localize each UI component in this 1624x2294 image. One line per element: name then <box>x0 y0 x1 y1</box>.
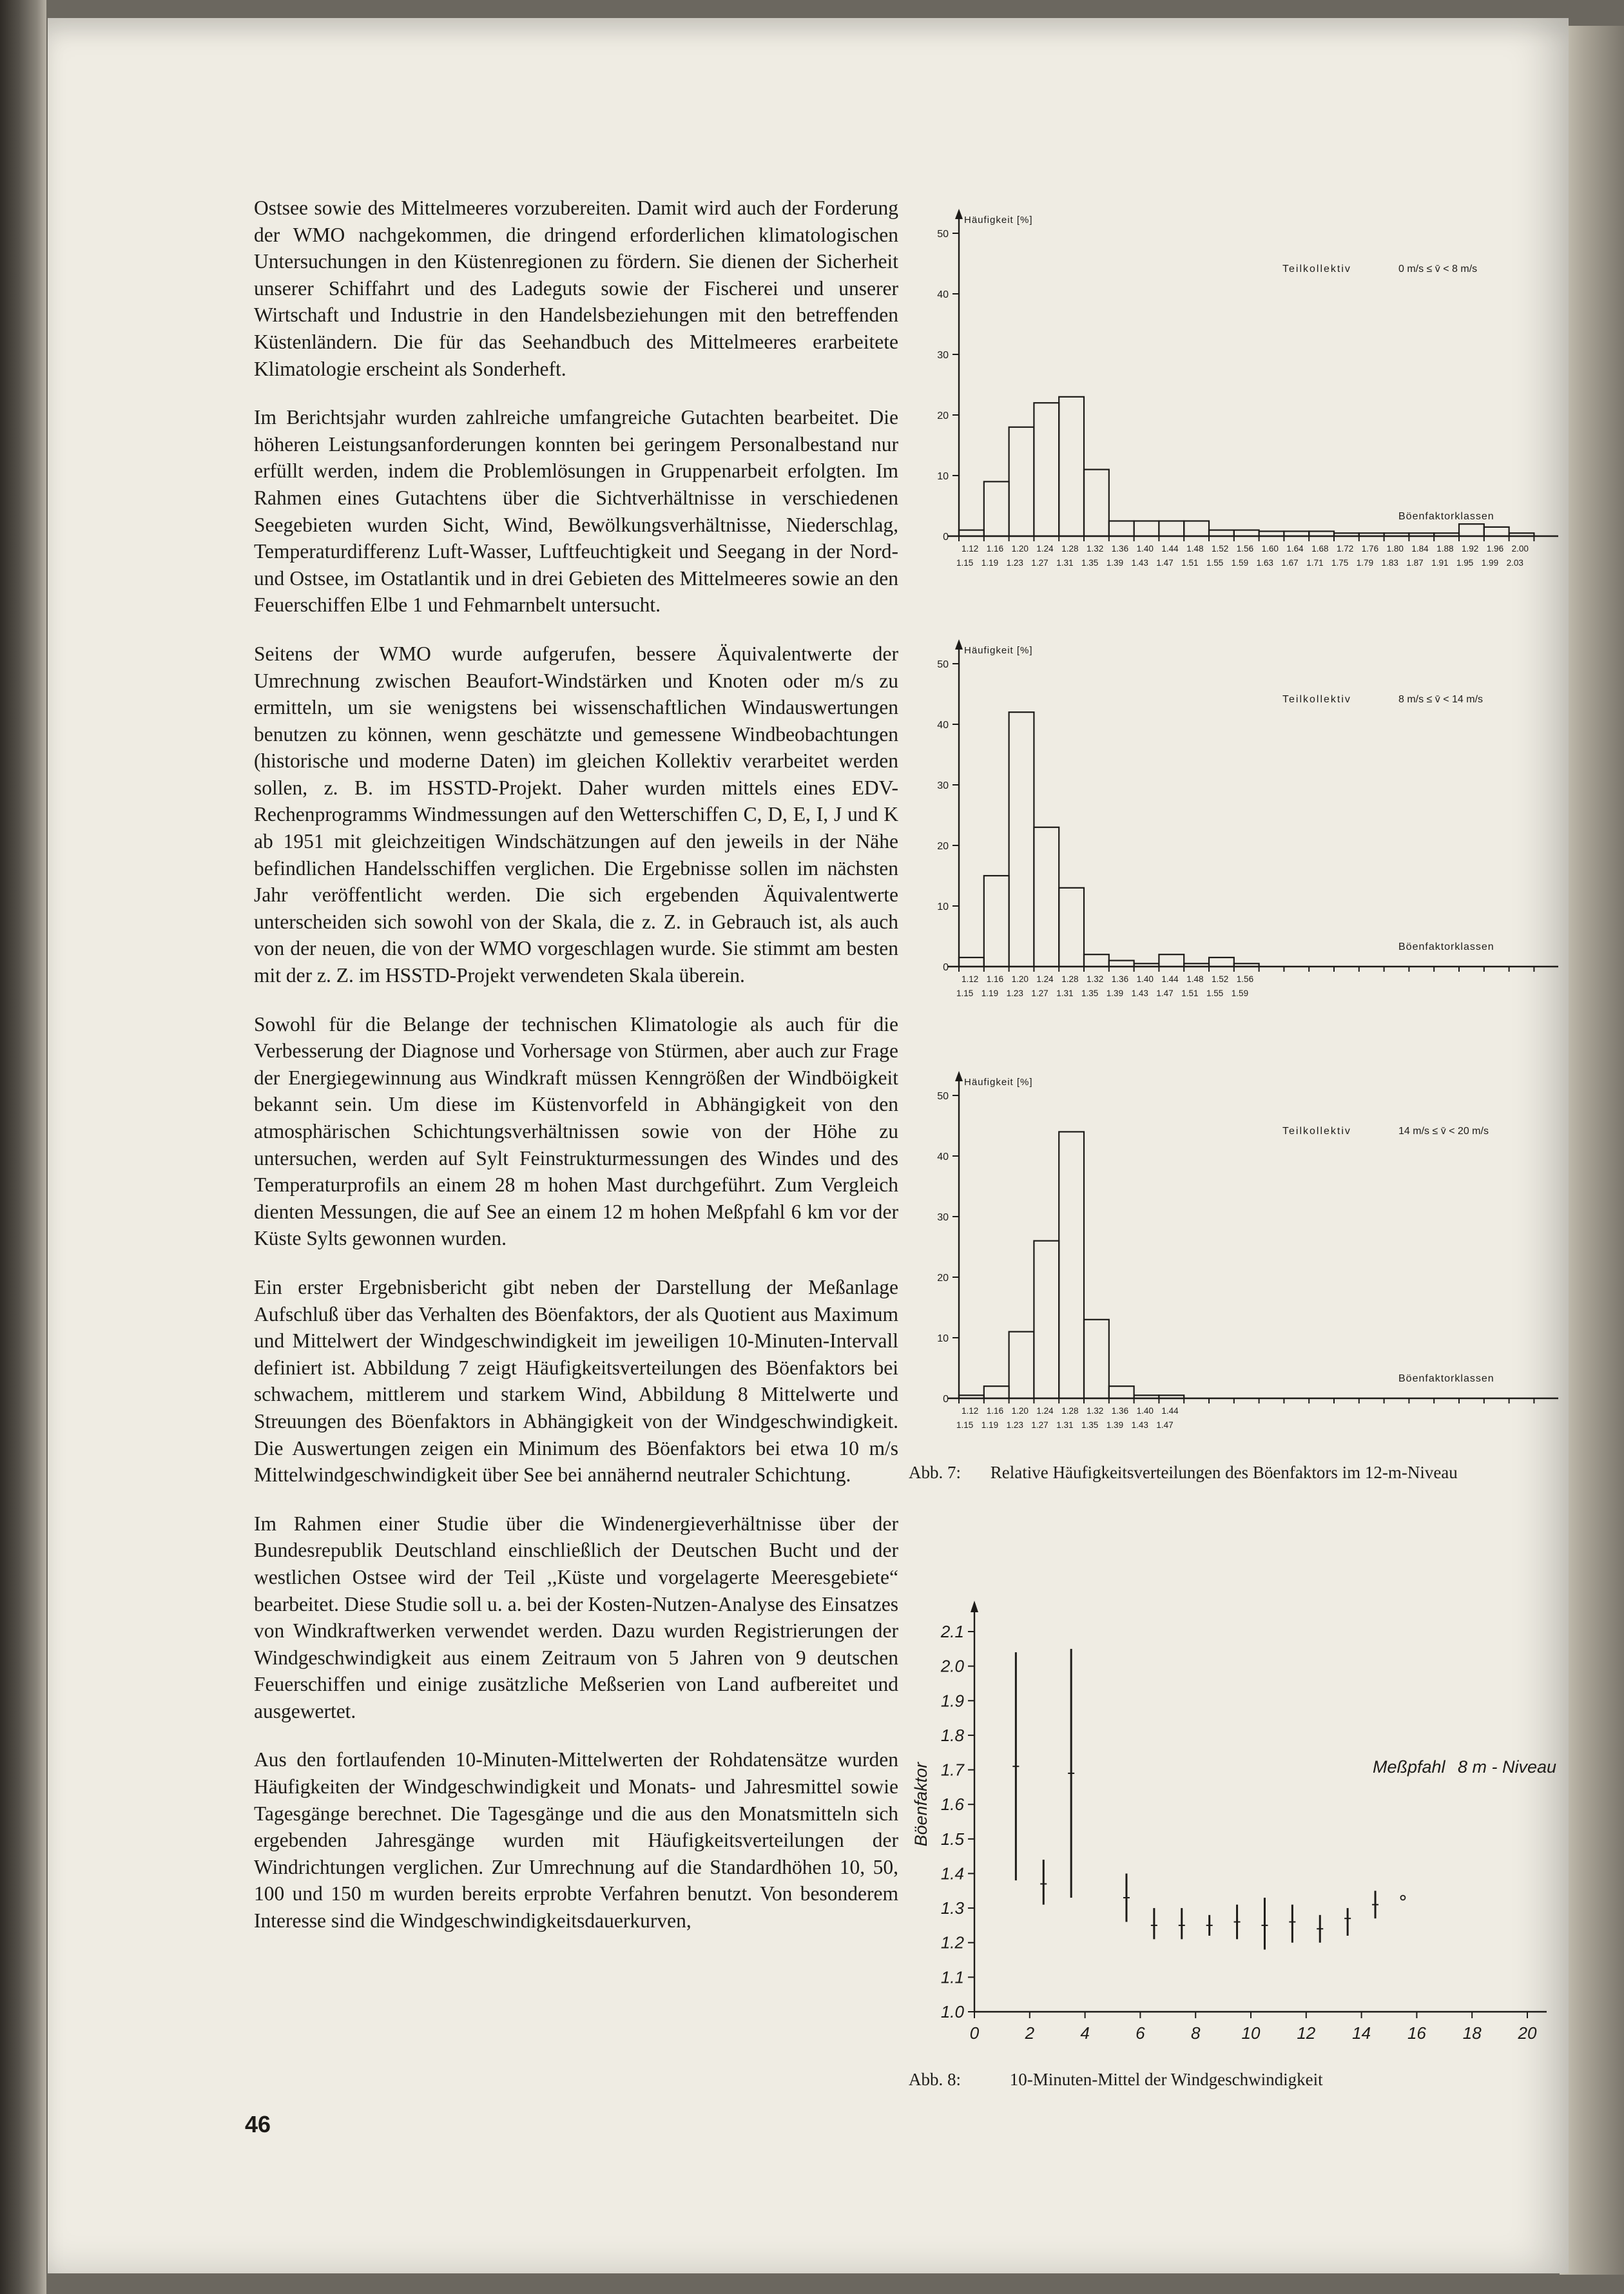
y-tick-label: 1.7 <box>940 1760 964 1780</box>
class-lower-label: 1.39 <box>1106 1420 1124 1430</box>
histogram-bar <box>1159 1395 1184 1398</box>
figure-8-caption <box>909 2068 1527 2091</box>
y-tick-label: 40 <box>937 289 949 300</box>
histogram-bar <box>984 481 1009 536</box>
y-tick-label: 50 <box>937 659 949 670</box>
class-lower-label: 1.55 <box>1206 988 1224 998</box>
histogram-bar <box>1134 1395 1159 1398</box>
x-tick-label: 10 <box>1241 2023 1261 2043</box>
class-lower-label: 1.15 <box>956 1420 974 1430</box>
class-lower-label: 1.47 <box>1156 558 1174 568</box>
class-lower-label: 1.27 <box>1031 558 1049 568</box>
histogram-strong-wind <box>902 1068 1572 1455</box>
histogram-bar <box>959 1395 984 1398</box>
y-tick-label: 1.9 <box>940 1691 964 1711</box>
class-upper-label: 1.72 <box>1337 544 1354 554</box>
boenfaktor-scatter <box>902 1592 1572 2056</box>
histogram-bar <box>1359 533 1384 536</box>
class-lower-label: 1.83 <box>1381 558 1398 568</box>
y-tick-label: 40 <box>937 1152 949 1162</box>
y-tick-label: 10 <box>937 471 949 482</box>
histogram-bar <box>1084 470 1109 536</box>
histogram-bar <box>1109 961 1134 967</box>
class-lower-label: 1.43 <box>1131 988 1148 998</box>
class-upper-label: 1.36 <box>1111 974 1129 984</box>
class-upper-label: 1.44 <box>1161 1406 1179 1416</box>
figure-8-caption-text: 10-Minuten-Mittel der Windgeschwindigkeit <box>1009 2070 1323 2089</box>
x-axis-label: Böenfaktorklassen <box>1398 941 1494 952</box>
paragraph: Aus den fortlaufenden 10-Minuten-Mittelwerten der Rohdatensätze wurden Häufigkeiten der Windgeschwindigkeit und Monats- und Jahresmittel sowie Tagesgänge berechnet. Die Tagesgänge und die aus den Monatsmitteln sich ergebenden Jahresgänge wurden mit Häufigkeitsverteilungen der Windrichtungen verglichen. Zur Umrechnung auf die Standardhöhen 10, 50, 100 und 150 m wurden bereits erprobte Verfahren benutzt. Von besonderem Interesse sind die Windgeschwindigkeitsdauerkurven, <box>254 1748 898 1933</box>
class-upper-label: 1.40 <box>1136 544 1154 554</box>
class-lower-label: 1.51 <box>1181 988 1199 998</box>
histogram-bar <box>1059 1132 1084 1398</box>
figure-7-caption-text: Relative Häufigkeitsverteilungen des Böenfaktors im 12-m-Niveau <box>990 1463 1458 1482</box>
y-axis-label: Häufigkeit [%] <box>964 1077 1033 1088</box>
class-lower-label: 1.47 <box>1156 1420 1174 1430</box>
histogram-bar <box>1384 533 1409 536</box>
paragraph: Im Berichtsjahr wurden zahlreiche umfangreiche Gutachten bearbeitet. Die höheren Leistungsanforderungen konnten bei geringem Personalbestand nur erfüllt werden, indem die Problemlösungen in Gruppenarbeit erfolgten. Im Rahmen eines Gutachtens über die Sichtverhältnisse in verschiedenen Seegebieten wurden Sicht, Wind, Bewölkungsverhältnisse, Niederschlag, Temperaturdifferenz Luft-Wasser, Luftfeuchtigkeit und Seegang in der Nord- und Ostsee, im Ostatlantik und in drei Gebieten des Mittelmeeres sowie an den Feuerschiffen Elbe 1 und Fehmarnbelt untersucht. <box>254 406 898 617</box>
x-axis-label: Böenfaktorklassen <box>1398 1373 1494 1384</box>
class-upper-label: 1.68 <box>1311 544 1329 554</box>
histogram-bar <box>1084 954 1109 967</box>
histogram-bar <box>1334 533 1359 536</box>
histogram-bar <box>1059 888 1084 967</box>
x-tick-label: 12 <box>1297 2023 1316 2043</box>
class-upper-label: 1.44 <box>1161 544 1179 554</box>
x-tick-label: 20 <box>1518 2023 1537 2043</box>
class-lower-label: 1.35 <box>1081 558 1099 568</box>
histogram-bar <box>1409 533 1434 536</box>
histogram-bar <box>959 958 984 967</box>
class-lower-label: 1.27 <box>1031 1420 1049 1430</box>
class-upper-label: 1.80 <box>1386 544 1404 554</box>
scan-binding-edge <box>0 0 46 2294</box>
histogram-bar <box>1159 521 1184 537</box>
class-upper-label: 1.32 <box>1087 544 1104 554</box>
class-upper-label: 1.16 <box>986 544 1004 554</box>
y-tick-label: 1.1 <box>940 1967 964 1987</box>
class-lower-label: 1.95 <box>1456 558 1474 568</box>
class-upper-label: 1.36 <box>1111 1406 1129 1416</box>
teilkollektiv-label: Teilkollektiv <box>1282 694 1351 705</box>
y-tick-label: 0 <box>943 532 949 543</box>
x-tick-label: 18 <box>1462 2023 1482 2043</box>
y-axis-arrow <box>955 639 963 650</box>
histogram-bar <box>1134 521 1159 537</box>
class-upper-label: 1.56 <box>1236 544 1254 554</box>
x-tick-label: 4 <box>1080 2023 1090 2043</box>
x-tick-label: 6 <box>1136 2023 1145 2043</box>
histogram-bar <box>1034 403 1059 536</box>
class-upper-label: 1.92 <box>1462 544 1479 554</box>
class-upper-label: 1.16 <box>986 1406 1004 1416</box>
y-tick-label: 1.4 <box>940 1864 964 1884</box>
x-tick-label: 16 <box>1407 2023 1426 2043</box>
histogram-bar <box>1084 1320 1109 1398</box>
class-lower-label: 1.87 <box>1406 558 1424 568</box>
y-tick-label: 1.2 <box>940 1933 964 1952</box>
y-tick-label: 20 <box>937 410 949 421</box>
figure-7-caption-label: Abb. 7: <box>909 1463 961 1482</box>
class-upper-label: 1.36 <box>1111 544 1129 554</box>
y-tick-label: 0 <box>943 962 949 973</box>
y-tick-label: 40 <box>937 720 949 731</box>
class-upper-label: 1.24 <box>1036 544 1054 554</box>
histogram-bar <box>1184 521 1209 537</box>
histogram-bar <box>1509 533 1534 536</box>
teilkollektiv-range: 0 m/s ≤ v̄ < 8 m/s <box>1398 264 1478 275</box>
class-lower-label: 1.23 <box>1006 558 1023 568</box>
class-upper-label: 1.28 <box>1061 974 1079 984</box>
y-tick-label: 1.6 <box>940 1795 964 1815</box>
histogram-bar <box>1134 963 1159 967</box>
class-lower-label: 1.63 <box>1256 558 1273 568</box>
class-upper-label: 1.52 <box>1212 544 1229 554</box>
class-lower-label: 1.43 <box>1131 558 1148 568</box>
class-lower-label: 1.35 <box>1081 1420 1099 1430</box>
y-tick-label: 50 <box>937 229 949 240</box>
class-upper-label: 1.48 <box>1186 544 1204 554</box>
class-upper-label: 1.76 <box>1361 544 1379 554</box>
histogram-bar <box>984 876 1009 967</box>
class-upper-label: 1.52 <box>1212 974 1229 984</box>
y-axis-arrow <box>955 209 963 219</box>
x-tick-label: 8 <box>1190 2023 1201 2043</box>
messpfahl-label: Meßpfahl <box>1373 1757 1445 1777</box>
histogram-bar <box>1484 527 1509 536</box>
class-upper-label: 1.64 <box>1286 544 1304 554</box>
class-upper-label: 1.20 <box>1011 974 1029 984</box>
histogram-bar <box>1009 427 1034 536</box>
class-upper-label: 1.88 <box>1436 544 1454 554</box>
class-upper-label: 1.20 <box>1011 1406 1029 1416</box>
class-upper-label: 1.84 <box>1411 544 1429 554</box>
y-axis-arrow <box>955 1071 963 1081</box>
y-tick-label: 50 <box>937 1091 949 1102</box>
class-lower-label: 1.39 <box>1106 558 1124 568</box>
class-upper-label: 1.44 <box>1161 974 1179 984</box>
paragraph: Sowohl für die Belange der technischen Klimatologie als auch für die Verbesserung der Diagnose und Vorhersage von Stürmen, aber auch zur Frage der Energiegewinnung aus Windkraft müssen Kenngrößen der Windböigkeit bekannt sein. Um diese im Küstenvorfeld in Abhängigkeit von den atmosphärischen Schichtungsverhältnissen sowie von der Höhe zu untersuchen, werden auf Sylt Feinstrukturmessungen des Windes und des Temperaturprofils an einem 28 m hohen Mast durchgeführt. Zum Vergleich dienten Messungen, die auf See an einem 12 m hohen Meßpfahl 6 km vor der Küste Sylts gewonnen wurden. <box>254 1012 898 1250</box>
y-axis-label: Häufigkeit [%] <box>964 645 1033 656</box>
class-upper-label: 2.00 <box>1511 544 1529 554</box>
class-upper-label: 1.28 <box>1061 1406 1079 1416</box>
class-lower-label: 1.47 <box>1156 988 1174 998</box>
y-tick-label: 2.0 <box>940 1656 964 1676</box>
class-upper-label: 1.12 <box>962 544 979 554</box>
class-upper-label: 1.16 <box>986 974 1004 984</box>
y-tick-label: 2.1 <box>940 1622 964 1641</box>
class-lower-label: 1.59 <box>1231 988 1249 998</box>
y-tick-label: 30 <box>937 1212 949 1223</box>
histogram-weak-wind <box>902 206 1572 593</box>
class-upper-label: 1.32 <box>1087 974 1104 984</box>
class-upper-label: 1.96 <box>1486 544 1504 554</box>
class-lower-label: 1.31 <box>1056 988 1074 998</box>
x-tick-label: 0 <box>969 2023 980 2043</box>
class-upper-label: 1.24 <box>1036 974 1054 984</box>
y-tick-label: 1.5 <box>940 1829 964 1849</box>
class-upper-label: 1.60 <box>1261 544 1279 554</box>
y-tick-label: 20 <box>937 1273 949 1284</box>
class-upper-label: 1.28 <box>1061 544 1079 554</box>
y-tick-label: 10 <box>937 1333 949 1344</box>
class-lower-label: 1.55 <box>1206 558 1224 568</box>
histogram-bar <box>1459 524 1484 536</box>
page-number: 46 <box>245 2111 271 2137</box>
teilkollektiv-label: Teilkollektiv <box>1282 264 1351 275</box>
y-tick-label: 10 <box>937 901 949 912</box>
body-text-column <box>254 195 898 1956</box>
class-lower-label: 1.39 <box>1106 988 1124 998</box>
histogram-bar <box>1059 397 1084 536</box>
histogram-bar <box>1434 533 1459 536</box>
class-lower-label: 1.19 <box>981 558 999 568</box>
histogram-bar <box>1109 1386 1134 1398</box>
class-lower-label: 1.75 <box>1331 558 1349 568</box>
paragraph: Ostsee sowie des Mittelmeeres vorzubereiten. Damit wird auch der Forderung der WMO nachgekommen, die dringend erforderlichen klimatologischen Untersuchungen in den Küstenregionen zu fördern. Sie dienen der Sicherheit unserer Schiffahrt und des Ladeguts sowie der Fischerei und unserer Wirtschaft und Industrie in den Handelsbeziehungen mit den betreffenden Küstenländern. Die für das Seehandbuch des Mittelmeeres erarbeitete Klimatologie erscheint als Sonderheft. <box>254 197 898 380</box>
figure-7-caption <box>909 1461 1527 1484</box>
histogram-bar <box>1009 712 1034 967</box>
paragraph: Ein erster Ergebnisbericht gibt neben der Darstellung der Meßanlage Aufschluß über das Verhalten des Böenfaktors, der als Quotient aus Maximum und Mittelwert der Windgeschwindigkeit im jeweiligen 10-Minuten-Intervall definiert ist. Abbildung 7 zeigt Häufigkeitsverteilungen des Böenfaktors bei schwachem, mittlerem und starkem Wind, Abbildung 8 Mittelwerte und Streuungen des Böenfaktors in Abhängigkeit von der Windgeschwindigkeit. Die Auswertungen zeigen ein Minimum des Böenfaktors bei etwa 10 m/s Mittelwindgeschwindigkeit über See bei annähernd neutraler Schichtung. <box>254 1275 898 1487</box>
y-tick-label: 0 <box>943 1394 949 1405</box>
histogram-bar <box>984 1386 1009 1398</box>
class-lower-label: 1.79 <box>1356 558 1374 568</box>
class-upper-label: 1.12 <box>962 1406 979 1416</box>
niveau-label: 8 m - Niveau <box>1458 1757 1557 1777</box>
y-axis-label: Häufigkeit [%] <box>964 215 1033 226</box>
y-axis-arrow <box>971 1601 978 1612</box>
teilkollektiv-range: 8 m/s ≤ v̄ < 14 m/s <box>1398 694 1484 705</box>
class-upper-label: 1.48 <box>1186 974 1204 984</box>
class-lower-label: 1.15 <box>956 558 974 568</box>
class-lower-label: 1.59 <box>1231 558 1249 568</box>
x-axis-label: Böenfaktorklassen <box>1398 511 1494 522</box>
histogram-bar <box>1034 1241 1059 1398</box>
x-tick-label: 2 <box>1025 2023 1035 2043</box>
class-upper-label: 1.32 <box>1087 1406 1104 1416</box>
mean-marker <box>1400 1896 1405 1900</box>
class-lower-label: 1.19 <box>981 1420 999 1430</box>
class-upper-label: 1.12 <box>962 974 979 984</box>
histogram-bar <box>1109 521 1134 537</box>
class-lower-label: 1.35 <box>1081 988 1099 998</box>
histogram-bar <box>1234 530 1259 536</box>
y-tick-label: 30 <box>937 780 949 791</box>
y-tick-label: 1.0 <box>940 2002 964 2021</box>
class-lower-label: 1.31 <box>1056 1420 1074 1430</box>
class-lower-label: 1.51 <box>1181 558 1199 568</box>
histogram-bar <box>1009 1332 1034 1398</box>
histogram-bar <box>1034 827 1059 967</box>
class-lower-label: 1.99 <box>1481 558 1499 568</box>
class-lower-label: 1.31 <box>1056 558 1074 568</box>
class-upper-label: 1.40 <box>1136 1406 1154 1416</box>
class-upper-label: 1.24 <box>1036 1406 1054 1416</box>
figure-8 <box>902 1592 1572 2056</box>
histogram-bar <box>1184 963 1209 967</box>
teilkollektiv-label: Teilkollektiv <box>1282 1126 1351 1137</box>
histogram-medium-wind <box>902 637 1572 1023</box>
class-lower-label: 1.91 <box>1431 558 1449 568</box>
class-upper-label: 1.40 <box>1136 974 1154 984</box>
histogram-bar <box>1209 530 1234 536</box>
x-tick-label: 14 <box>1352 2023 1371 2043</box>
y-tick-label: 20 <box>937 841 949 852</box>
class-lower-label: 1.43 <box>1131 1420 1148 1430</box>
class-lower-label: 1.27 <box>1031 988 1049 998</box>
histogram-bar <box>1159 954 1184 967</box>
teilkollektiv-range: 14 m/s ≤ v̄ < 20 m/s <box>1398 1126 1489 1137</box>
histogram-bar <box>1209 958 1234 967</box>
class-lower-label: 1.23 <box>1006 1420 1023 1430</box>
histogram-bar <box>1234 963 1259 967</box>
paragraph: Im Rahmen einer Studie über die Windenergieverhältnisse über der Bundesrepublik Deutschland einschließlich der Deutschen Bucht und der westlichen Ostsee wird der Teil ,,Küste und vorgelagerte Meeresgebiete“ bearbeitet. Diese Studie soll u. a. bei der Kosten-Nutzen-Analyse des Einsatzes von Windkraftwerken verwendet werden. Dazu wurden Registrierungen der Windgeschwindigkeit aus einem Zeitraum von 5 Jahren von 9 deutschen Feuerschiffen und einige zusätzliche Meßserien von Land aufbereitet und ausgewertet. <box>254 1512 898 1722</box>
class-lower-label: 1.15 <box>956 988 974 998</box>
histogram-bar <box>959 530 984 536</box>
class-lower-label: 1.71 <box>1306 558 1324 568</box>
class-lower-label: 1.67 <box>1281 558 1299 568</box>
y-tick-label: 1.3 <box>940 1898 964 1918</box>
class-lower-label: 2.03 <box>1506 558 1523 568</box>
paragraph: Seitens der WMO wurde aufgerufen, bessere Äquivalentwerte der Umrechnung zwischen Beaufort-Windstärken und Knoten oder m/s zu ermitteln, um sie wenigstens bei wissenschaftlichen Windauswertungen benutzen zu können, wenn geschätzte und gemessene Windbeobachtungen (historische und moderne Daten) im gleichen Kollektiv verarbeitet werden sollen, z. B. im HSSTD-Projekt. Daher wurden mittels eines EDV-Rechenprogramms Windmessungen auf den Wetterschiffen C, D, E, I, J und K ab 1951 mit gleichzeitigen Windschätzungen auf den jeweils in der Nähe befindlichen Handelsschiffen verglichen. Die Ergebnisse sollen im nächsten Jahr veröffentlicht werden. Die sich ergebenden Äquivalentwerte unterscheiden sich sowohl von der Skala, die z. Z. in Gebrauch ist, als auch von der neuen, die von der WMO vorgeschlagen wurde. Sie stimmt am besten mit der z. Z. im HSSTD-Projekt verwendeten Skala überein. <box>254 642 898 987</box>
figure-8-caption-label: Abb. 8: <box>909 2070 961 2089</box>
class-upper-label: 1.20 <box>1011 544 1029 554</box>
class-lower-label: 1.23 <box>1006 988 1023 998</box>
figure-7 <box>902 206 1572 1521</box>
class-lower-label: 1.19 <box>981 988 999 998</box>
y-tick-label: 30 <box>937 350 949 361</box>
y-axis-label: Böenfaktor <box>911 1762 931 1847</box>
class-upper-label: 1.56 <box>1236 974 1254 984</box>
y-tick-label: 1.8 <box>940 1725 964 1745</box>
